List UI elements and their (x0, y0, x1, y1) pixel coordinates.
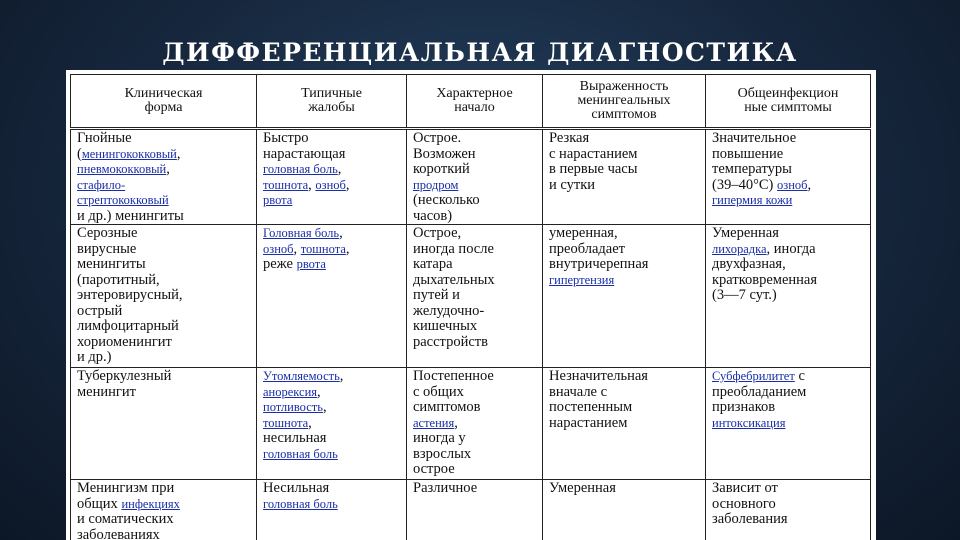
term-link[interactable]: Головная боль (263, 226, 340, 240)
term-link[interactable]: интоксикация (712, 415, 786, 430)
header-meningeal-symptoms: Выраженность менингеальных симптомов (543, 75, 706, 129)
term-link[interactable]: Субфебрилитет (712, 369, 795, 383)
cell-text: , (322, 399, 327, 415)
differential-diagnosis-table (70, 74, 871, 540)
cell-text: Несильная (263, 480, 330, 496)
cell-meningeal: Умеренная (543, 480, 706, 540)
term-link[interactable]: анорексия (263, 384, 318, 399)
header-complaints: Типичные жалобы (257, 75, 407, 129)
cell-text: , (345, 176, 350, 193)
cell-general (706, 368, 871, 480)
cell-text: , (339, 225, 343, 241)
cell-form: Туберкулезный менингит (71, 368, 257, 480)
cell-text: и соматических заболеваниях (77, 511, 174, 540)
term-link[interactable]: лихорадка (712, 241, 767, 256)
cell-text: умеренная, преобладает внутричерепная (549, 225, 649, 272)
term-link[interactable]: пневмококковый (77, 162, 167, 176)
cell-onset: Различное (407, 480, 543, 540)
cell-text: , (293, 240, 301, 257)
cell-text: , реже (263, 240, 350, 272)
cell-text: Постепенное с общих симптомов (413, 368, 494, 415)
cell-text: , (166, 161, 170, 177)
cell-onset (407, 129, 543, 225)
cell-text: , иногда у взрослых острое (413, 414, 472, 477)
cell-meningeal: Незначительная вначале с постепенным нарастанием (543, 368, 706, 480)
table-row (71, 480, 871, 540)
cell-meningeal (543, 225, 706, 368)
cell-onset: Острое, иногда после катара дыхательных путей и желудочно- кишечных расстройств (407, 225, 543, 368)
term-link[interactable]: озноб (777, 177, 808, 192)
cell-form (71, 129, 257, 225)
cell-complaints (257, 225, 407, 368)
cell-text: , (308, 176, 316, 193)
term-link[interactable]: гипермия кожи (712, 193, 793, 207)
cell-text: , (317, 383, 321, 400)
term-link[interactable]: Утомляемость (263, 369, 340, 383)
cell-general: Зависит от основного заболевания (706, 480, 871, 540)
header-clinical-form: Клиническая форма (71, 75, 257, 129)
term-link[interactable]: астения (413, 415, 455, 430)
cell-text: Менингизм при общих (77, 480, 175, 512)
header-onset: Характерное начало (407, 75, 543, 129)
cell-text: , (337, 161, 342, 177)
term-link[interactable]: продром (413, 177, 459, 192)
cell-complaints (257, 368, 407, 480)
cell-text: , (339, 368, 344, 384)
table-header-row (71, 75, 871, 129)
term-link[interactable]: менингококковый (81, 146, 177, 161)
term-link[interactable]: рвота (296, 257, 326, 271)
term-link[interactable]: стафило- (77, 177, 126, 192)
cell-text: Острое. Возможен короткий (413, 130, 476, 177)
cell-text: с преобладанием признаков (712, 368, 807, 415)
cell-complaints (257, 480, 407, 540)
header-general-symptoms: Общеинфекцион ные симптомы (706, 75, 871, 129)
cell-text: Гнойные ( (77, 130, 132, 162)
term-link[interactable]: стрептококковый (77, 193, 169, 207)
cell-text: Умеренная (712, 225, 779, 241)
term-link[interactable]: озноб (315, 177, 346, 192)
term-link[interactable]: озноб (263, 241, 294, 256)
cell-text: (несколько часов) (413, 192, 480, 224)
cell-text: Быстро нарастающая (263, 130, 346, 162)
cell-onset (407, 368, 543, 480)
term-link[interactable]: гипертензия (549, 272, 615, 287)
slide-title: ДИФФЕРЕНЦИАЛЬНАЯ ДИАГНОСТИКА (162, 38, 798, 67)
term-link[interactable]: тошнота (263, 177, 309, 192)
cell-general (706, 225, 871, 368)
cell-general (706, 129, 871, 225)
cell-form (71, 480, 257, 540)
cell-complaints (257, 129, 407, 225)
diagnosis-table-image (66, 70, 876, 540)
cell-text: Значительное повышение температуры (39–40°С) (712, 130, 797, 193)
table-row (71, 368, 871, 480)
table-row (71, 129, 871, 225)
table-row (71, 225, 871, 368)
term-link[interactable]: потливость (263, 400, 323, 414)
cell-text: и др.) менингиты (77, 207, 184, 224)
term-link[interactable]: головная боль (263, 446, 338, 461)
cell-text: , (807, 176, 812, 193)
term-link[interactable]: головная боль (263, 162, 338, 176)
cell-text: , несильная (263, 414, 327, 446)
term-link[interactable]: головная боль (263, 496, 338, 511)
cell-meningeal: Резкая с нарастанием в первые часы и сутки (543, 129, 706, 225)
term-link[interactable]: инфекциях (121, 496, 180, 511)
cell-text: , иногда двухфазная, кратковременная (3—7 сут.) (712, 240, 818, 303)
term-link[interactable]: тошнота (300, 241, 346, 256)
cell-form: Серозные вирусные менингиты (паротитный, энтеровирусный, острый лимфоцитарный хориоменингит и др.) (71, 225, 257, 368)
term-link[interactable]: рвота (263, 193, 293, 207)
term-link[interactable]: тошнота (263, 415, 309, 430)
cell-text: , (176, 145, 181, 162)
